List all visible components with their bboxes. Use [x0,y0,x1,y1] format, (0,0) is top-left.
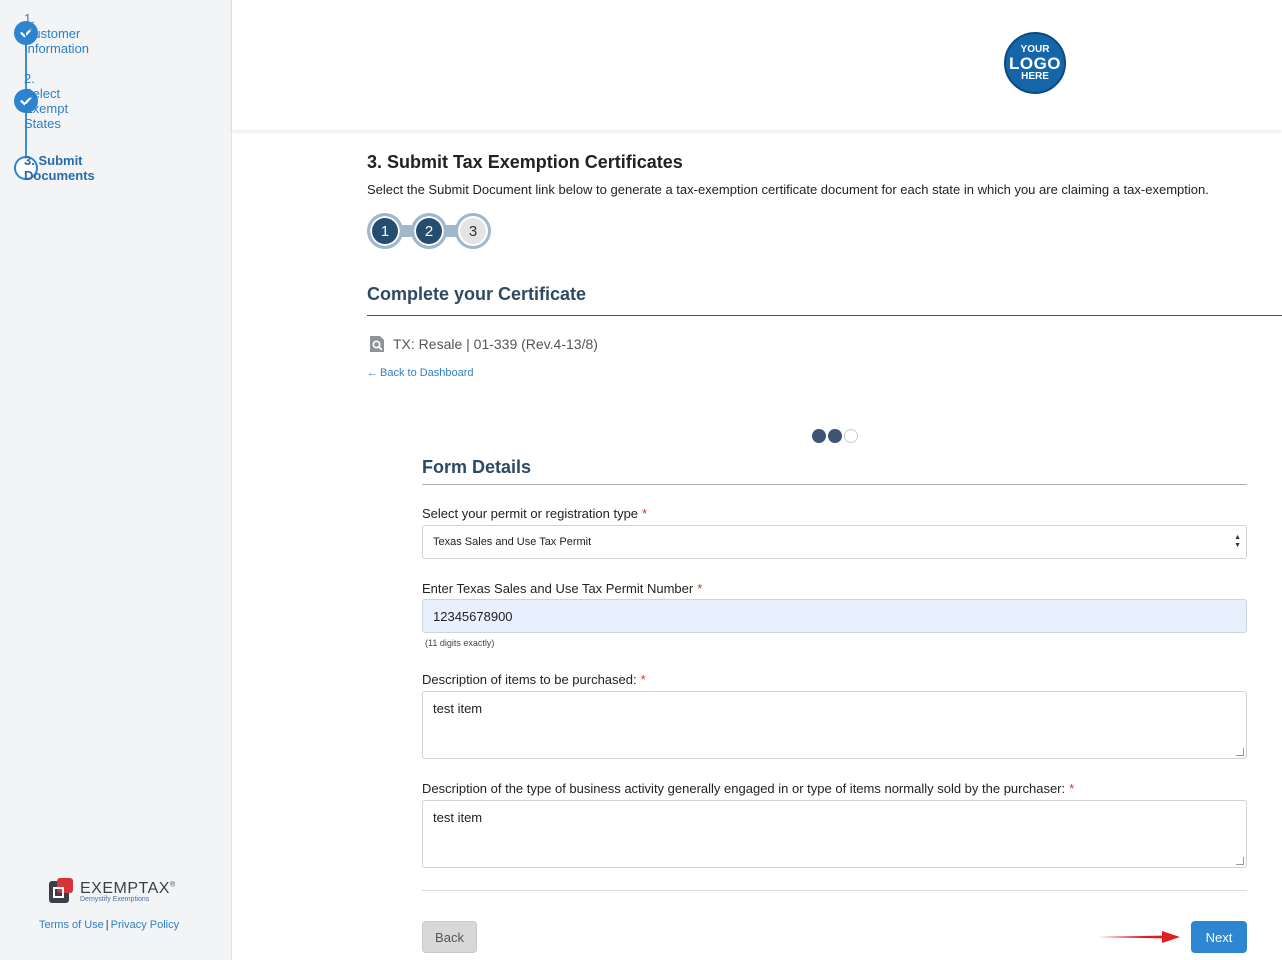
logo-line-2: LOGO [1008,53,1062,73]
document-search-icon [369,335,385,353]
brand-tagline: Demystify Exemptions [80,895,150,903]
items-description-value: test item [433,701,483,716]
items-description-textarea[interactable] [422,691,1247,759]
sidebar-step-label: 1. Customer Information [24,10,90,56]
required-marker: * [1069,781,1075,796]
exemptax-logo-icon [48,878,74,904]
sidebar-step-select-exempt-states[interactable] [14,71,69,131]
footer-separator: | [105,919,109,931]
wizard-step-2[interactable]: 2 [411,213,447,249]
document-name: TX: Resale | 01-339 (Rev.4-13/8) [393,336,598,352]
progress-dot-empty [844,429,858,443]
company-logo [1004,32,1066,94]
back-button[interactable]: Back [422,921,477,953]
permit-number-input[interactable] [422,599,1247,633]
arrow-left-icon: ← [367,367,378,379]
sidebar-step-label: 3. Submit Documents [24,153,95,183]
resize-handle-icon[interactable] [1236,857,1244,865]
required-marker: * [642,506,648,521]
required-marker: * [697,581,703,596]
select-arrows-icon: ▲ ▼ [1234,534,1241,549]
logo-line-1: YOUR [1020,43,1050,55]
permit-number-hint: (11 digits exactly) [425,638,495,648]
form-bottom-divider [422,890,1247,891]
page-subtitle: Select the Submit Document link below to generate a tax-exemption certificate document for each state in which you are claiming a tax-exemption. [367,182,1209,197]
page-title: 3. Submit Tax Exemption Certificates [367,152,683,172]
logo-line-3: HERE [1021,70,1049,82]
permit-number-value: 12345678900 [433,608,513,624]
wizard-step-1[interactable]: 1 [367,213,403,249]
red-arrow-annotation-icon [1098,930,1180,944]
exemptax-brand [48,878,176,904]
business-description-textarea[interactable] [422,800,1247,868]
next-button[interactable]: Next [1191,921,1247,953]
sidebar-step-customer-information[interactable] [14,10,90,56]
form-title: Form Details [422,457,532,477]
permit-type-value: Texas Sales and Use Tax Permit [433,536,592,548]
section-title: Complete your Certificate [367,284,587,304]
resize-handle-icon[interactable] [1236,748,1244,756]
business-description-value: test item [433,810,483,825]
permit-number-label: Enter Texas Sales and Use Tax Permit Number * [422,581,703,596]
progress-dot-filled [812,429,826,443]
business-description-label: Description of the type of business activity generally engaged in or type of items normally sold by the purchaser: * [422,781,1075,796]
permit-type-label: Select your permit or registration type * [422,506,648,521]
terms-of-use-link[interactable]: Terms of Use [39,919,104,931]
form-divider [422,484,1247,485]
sidebar-step-submit-documents[interactable] [14,153,95,183]
registered-mark: ® [169,881,176,889]
items-description-label: Description of items to be purchased: * [422,672,646,687]
back-to-dashboard-link[interactable] [367,367,474,379]
required-marker: * [640,672,646,687]
brand-name: EXEMPTAX [80,879,170,897]
form-progress-dots [812,429,860,443]
sidebar-step-label: 2. Select Exempt States [24,71,69,131]
top-header [232,0,1282,130]
section-divider [367,315,1282,316]
privacy-policy-link[interactable]: Privacy Policy [110,919,180,931]
sidebar [0,0,232,960]
wizard-steps [367,213,497,249]
back-to-dashboard-label: Back to Dashboard [380,367,474,379]
document-reference [369,335,598,353]
wizard-step-3[interactable]: 3 [455,213,491,249]
progress-dot-filled [828,429,842,443]
permit-type-select[interactable] [422,525,1247,559]
footer-links [39,919,179,931]
